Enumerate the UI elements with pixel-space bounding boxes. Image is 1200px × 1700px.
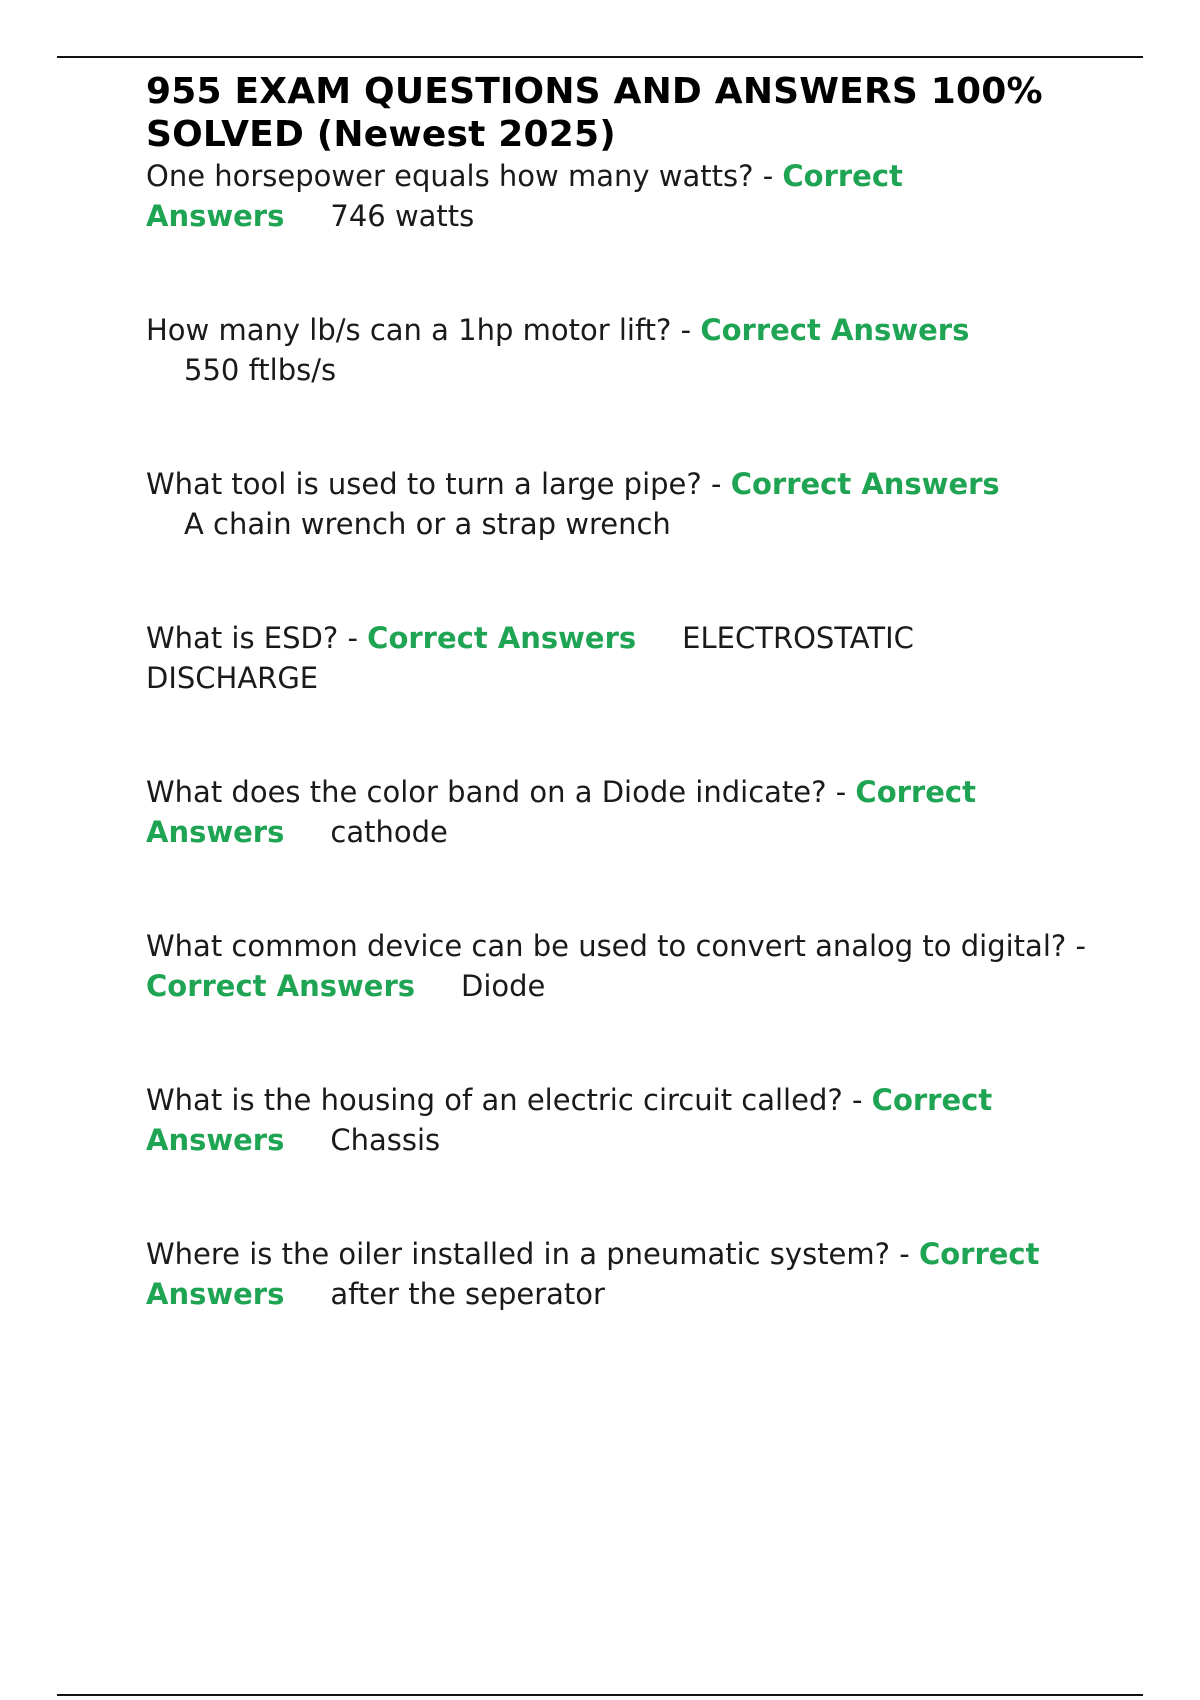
qa-item: [146, 1080, 1086, 1160]
bottom-rule: [57, 1694, 1143, 1696]
correct-answers-label: Correct Answers: [146, 159, 903, 233]
question-text: What tool is used to turn a large pipe? -: [146, 467, 731, 501]
answer-text: A chain wrench or a strap wrench: [184, 507, 671, 541]
qa-item: [146, 1234, 1086, 1314]
correct-answers-label: Correct Answers: [730, 467, 1000, 501]
correct-answers-label: Correct Answers: [146, 1083, 993, 1157]
correct-answers-label: Correct Answers: [146, 1237, 1040, 1311]
correct-answers-label: Correct Answers: [700, 313, 970, 347]
qa-item: [146, 156, 1086, 236]
answer-text: ELECTROSTATIC DISCHARGE: [146, 621, 914, 695]
answer-text: after the seperator: [330, 1277, 605, 1311]
question-text: What is ESD? -: [146, 621, 368, 655]
top-rule: [57, 56, 1143, 58]
answer-text: Diode: [461, 969, 546, 1003]
question-text: What does the color band on a Diode indicate? -: [146, 775, 856, 809]
document-body: [146, 70, 1086, 1314]
qa-item: [146, 310, 1086, 390]
answer-text: 746 watts: [330, 199, 475, 233]
answer-text: Chassis: [330, 1123, 441, 1157]
answer-text: 550 ftlbs/s: [184, 353, 337, 387]
correct-answers-label: Correct Answers: [146, 969, 416, 1003]
qa-item: [146, 464, 1086, 544]
document-title: 955 EXAM QUESTIONS AND ANSWERS 100% SOLVED (Newest 2025): [146, 71, 1043, 155]
correct-answers-label: Correct Answers: [367, 621, 637, 655]
correct-answers-label: Correct Answers: [146, 775, 976, 849]
qa-item: [146, 926, 1086, 1006]
qa-item: [146, 618, 1086, 698]
answer-text: cathode: [330, 815, 448, 849]
qa-item: [146, 772, 1086, 852]
question-text: What is the housing of an electric circuit called? -: [146, 1083, 872, 1117]
question-text: How many lb/s can a 1hp motor lift? -: [146, 313, 701, 347]
question-text: What common device can be used to convert analog to digital? -: [146, 929, 1086, 963]
question-text: One horsepower equals how many watts? -: [146, 159, 783, 193]
question-text: Where is the oiler installed in a pneumatic system? -: [146, 1237, 919, 1271]
